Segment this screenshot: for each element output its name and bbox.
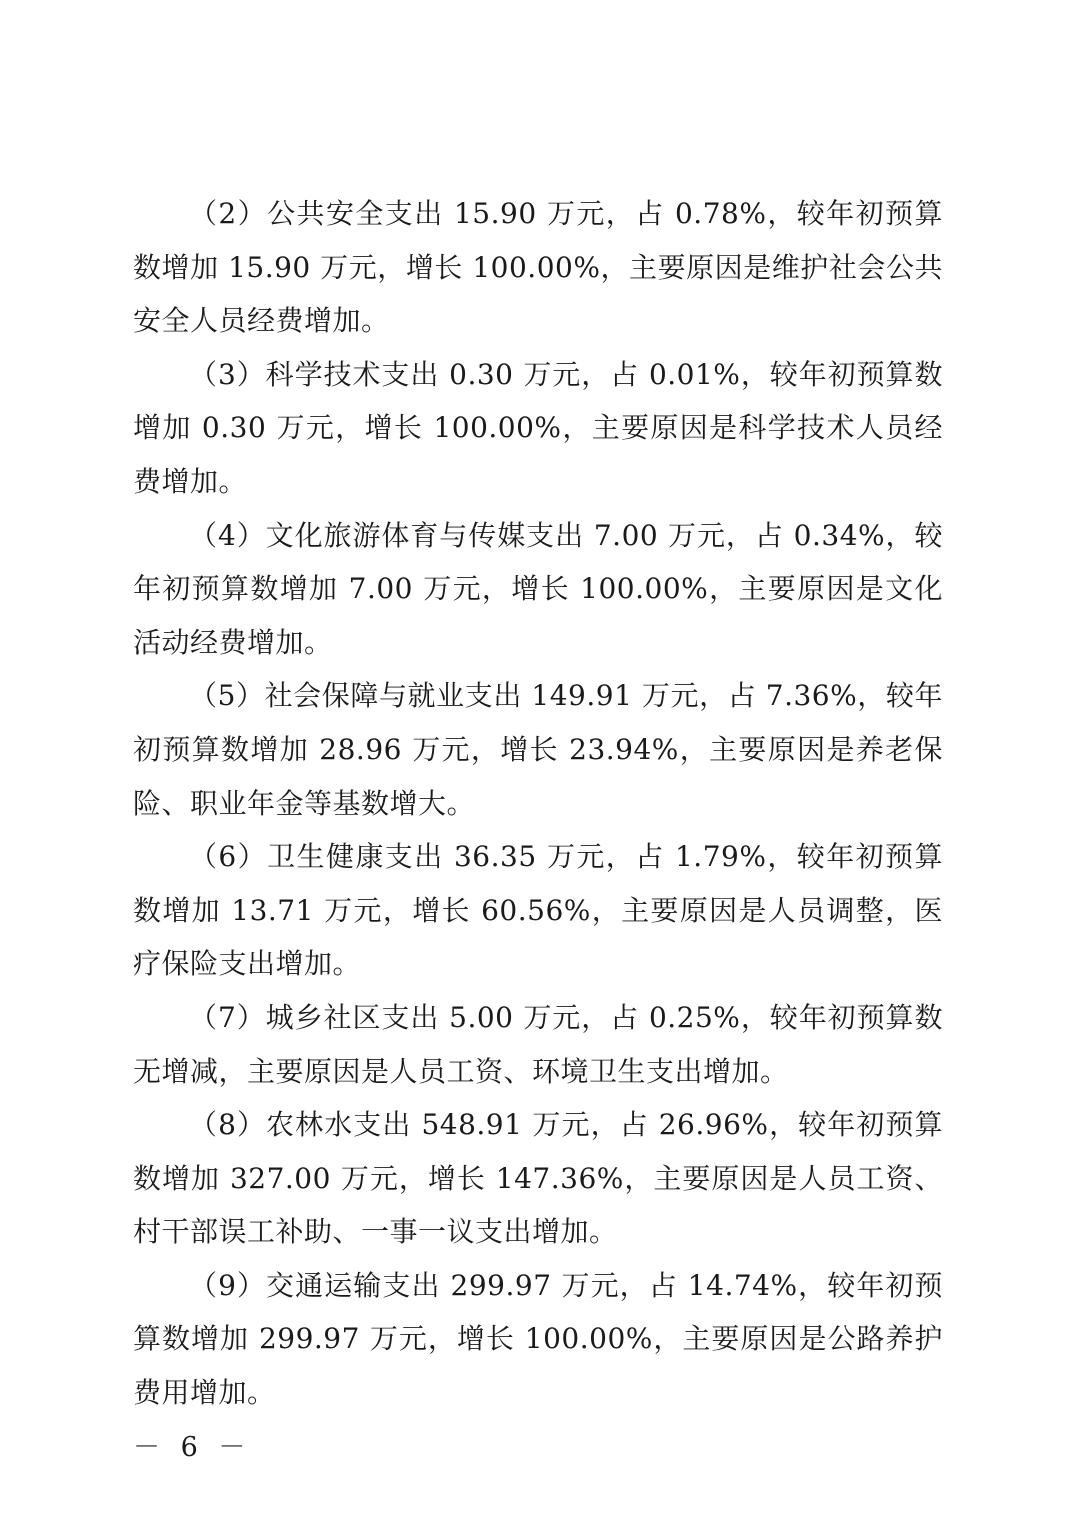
paragraph-transportation: （9）交通运输支出 299.97 万元，占 14.74%，较年初预算数增加 299.97 万元，增长 100.00%，主要原因是公路养护费用增加。 <box>133 1268 943 1410</box>
page-number: － 6 － <box>133 1432 252 1463</box>
paragraph-health: （6）卫生健康支出 36.35 万元，占 1.79%，较年初预算数增加 13.71 万元，增长 60.56%，主要原因是人员调整，医疗保险支出增加。 <box>133 840 943 981</box>
paragraph-culture-tourism-sports-media: （4）文化旅游体育与传媒支出 7.00 万元，占 0.34%，较年初预算数增加 7.00 万元，增长 100.00%，主要原因是文化活动经费增加。 <box>133 518 943 659</box>
document-body <box>133 187 943 1420</box>
paragraph-social-security-employment: （5）社会保障与就业支出 149.91 万元，占 7.36%，较年初预算数增加 28.96 万元，增长 23.94%，主要原因是养老保险、职业年金等基数增大。 <box>133 679 943 820</box>
paragraph-agriculture-forestry-water: （8）农林水支出 548.91 万元，占 26.96%，较年初预算数增加 327.00 万元，增长 147.36%，主要原因是人员工资、村干部误工补助、一事一议支出增加。 <box>133 1108 943 1249</box>
paragraph-public-security: （2）公共安全支出 15.90 万元，占 0.78%，较年初预算数增加 15.90 万元，增长 100.00%，主要原因是维护社会公共安全人员经费增加。 <box>133 197 943 338</box>
paragraph-science-technology: （3）科学技术支出 0.30 万元，占 0.01%，较年初预算数增加 0.30 万元，增长 100.00%，主要原因是科学技术人员经费增加。 <box>133 357 943 498</box>
paragraph-urban-rural-community: （7）城乡社区支出 5.00 万元，占 0.25%，较年初预算数无增减，主要原因是人员工资、环境卫生支出增加。 <box>133 1000 943 1088</box>
